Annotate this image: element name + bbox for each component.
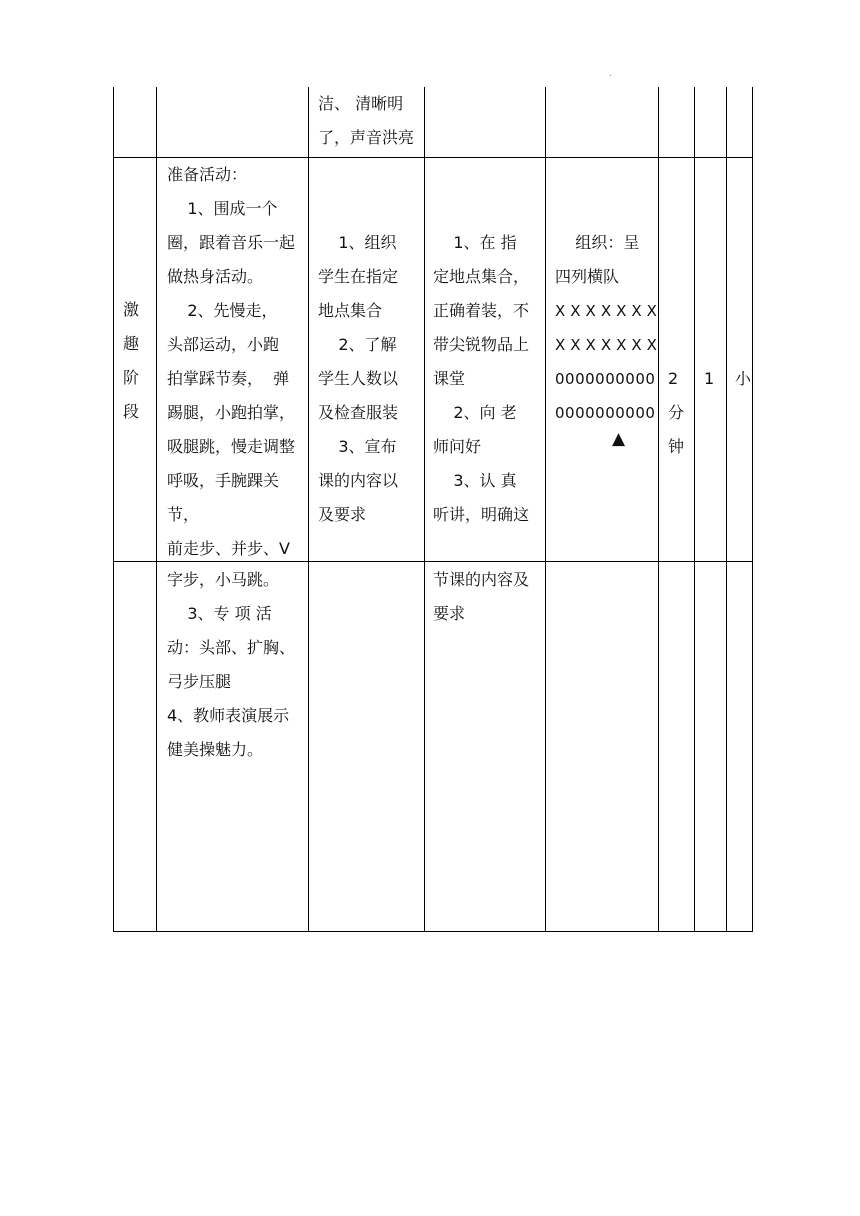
content-line: 做热身活动。 xyxy=(167,267,264,286)
top-row-method-line: 洁、 清晰明 xyxy=(318,94,404,113)
teacher-line: 2、了解 xyxy=(318,335,397,354)
org-line: 四列横队 xyxy=(555,267,620,286)
table-col-rule xyxy=(726,87,727,932)
page-dot: . xyxy=(609,69,612,78)
student-line: 1、在 指 xyxy=(433,233,517,252)
table-col-rule xyxy=(424,87,425,932)
time-line: 钟 xyxy=(668,437,685,456)
student-line: 定地点集合， xyxy=(433,267,530,286)
org-formation-row: 0000000000 xyxy=(555,404,656,422)
student-line: 2、向 老 xyxy=(433,403,517,422)
student-line: 3、认 真 xyxy=(433,471,517,490)
content-line: 前走步、并步、V xyxy=(167,539,290,558)
table-col-rule xyxy=(658,87,659,932)
content-line: 2、先慢走， xyxy=(167,301,278,320)
content-line: 拍掌踩节奏， 弹 xyxy=(167,369,290,388)
teacher-line: 1、组织 xyxy=(318,233,397,252)
top-row-method-line: 了，声音洪亮 xyxy=(318,128,415,147)
student-line: 课堂 xyxy=(433,369,466,388)
teacher-line: 及检查服装 xyxy=(318,403,399,422)
content-line: 4、教师表演展示 xyxy=(167,706,290,725)
content-line: 弓步压腿 xyxy=(167,672,232,691)
table-col-rule xyxy=(308,87,309,932)
student-line: 带尖锐物品上 xyxy=(433,335,530,354)
student-line: 听讲，明确这 xyxy=(433,505,530,524)
teacher-line: 课的内容以 xyxy=(318,471,399,490)
org-formation-row: XXXXXXX xyxy=(555,336,662,354)
stage-char: 趣 xyxy=(123,334,140,353)
student-line: 要求 xyxy=(433,604,466,623)
content-line: 呼吸，手腕踝关 xyxy=(167,471,280,490)
content-line: 头部运动，小跑 xyxy=(167,335,280,354)
table-col-rule xyxy=(113,87,114,932)
stage-char: 激 xyxy=(123,300,140,319)
intensity-value: 小 xyxy=(735,369,752,388)
teacher-line: 地点集合 xyxy=(318,301,383,320)
count-value: 1 xyxy=(704,369,715,388)
student-line: 师问好 xyxy=(433,437,482,456)
content-line: 动：头部、扩胸、 xyxy=(167,638,296,657)
teacher-line: 3、宣布 xyxy=(318,437,397,456)
content-line: 准备活动： xyxy=(167,165,248,184)
stage-char: 阶 xyxy=(123,368,140,387)
time-line: 2 xyxy=(668,369,679,388)
time-line: 分 xyxy=(668,403,685,422)
org-formation-row: XXXXXXX xyxy=(555,302,662,320)
student-line: 节课的内容及 xyxy=(433,570,530,589)
content-line: 节， xyxy=(167,505,200,524)
table-col-rule xyxy=(694,87,695,932)
teacher-line: 学生在指定 xyxy=(318,267,399,286)
org-formation-row: 0000000000 xyxy=(555,370,656,388)
content-line: 踢腿，小跑拍掌， xyxy=(167,403,296,422)
content-line: 字步，小马跳。 xyxy=(167,570,280,589)
content-line: 圈，跟着音乐一起 xyxy=(167,233,296,252)
stage-char: 段 xyxy=(123,402,140,421)
table-col-rule xyxy=(156,87,157,932)
teacher-line: 学生人数以 xyxy=(318,369,399,388)
content-line: 健美操魅力。 xyxy=(167,740,264,759)
student-line: 正确着装，不 xyxy=(433,301,530,320)
content-line: 3、专 项 活 xyxy=(167,604,272,623)
org-line: 组织：呈 xyxy=(555,233,640,252)
table-rule-table-bottom xyxy=(113,931,753,932)
table-col-rule xyxy=(752,87,753,932)
table-col-rule xyxy=(545,87,546,932)
teacher-position-marker: ▲ xyxy=(612,429,626,449)
teacher-line: 及要求 xyxy=(318,505,367,524)
content-line: 吸腿跳，慢走调整 xyxy=(167,437,296,456)
content-line: 1、围成一个 xyxy=(167,199,278,218)
